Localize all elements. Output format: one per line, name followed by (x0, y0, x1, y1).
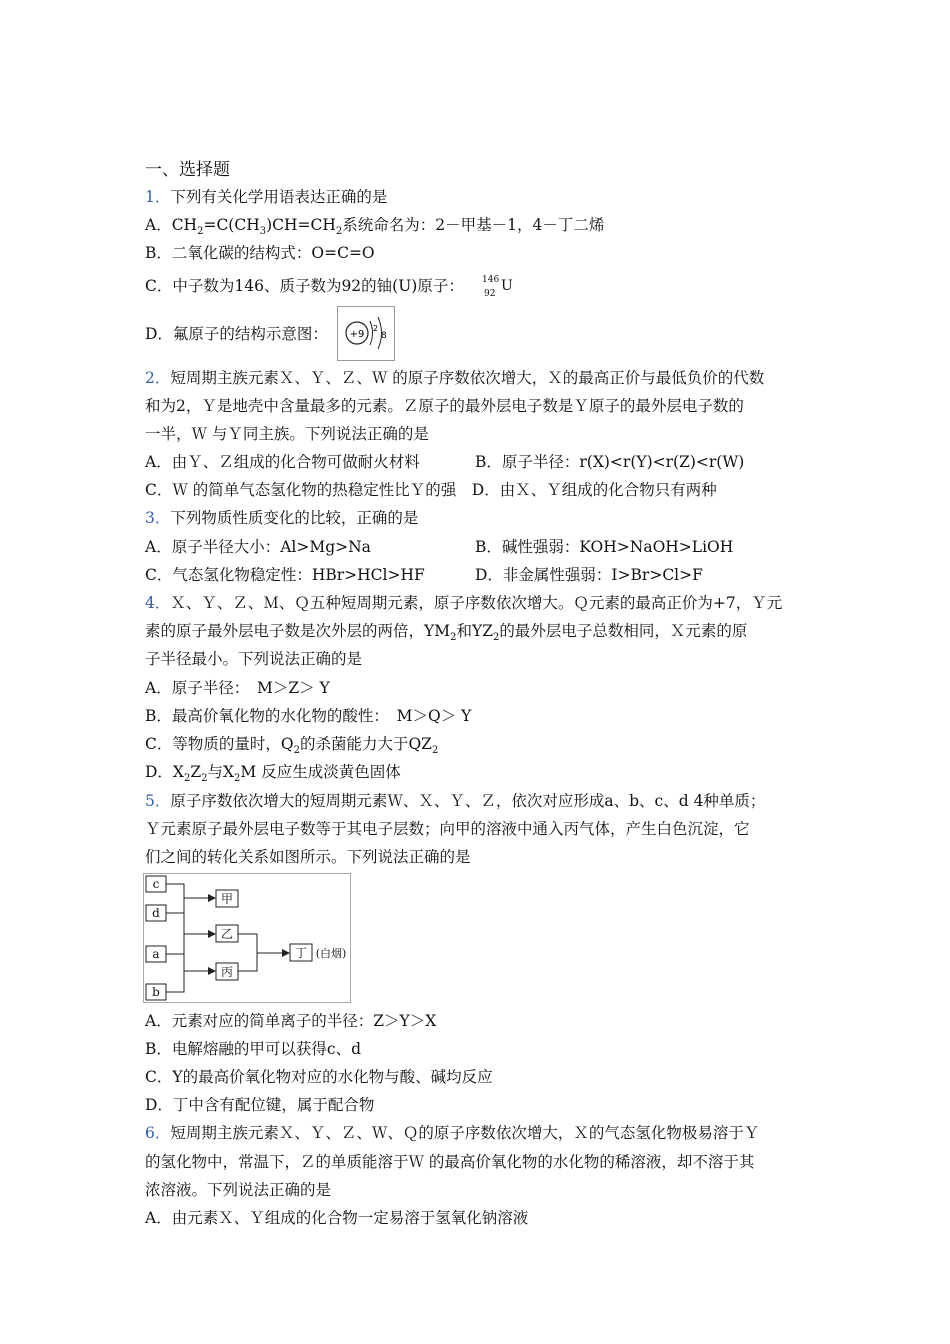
fluorine-atom-diagram (337, 306, 395, 361)
question-6-line-2: 的氢化物中，常温下，Ｚ的单质能溶于Ｗ 的最高价氧化物的水化物的稀溶液，却不溶于其 (145, 1153, 755, 1171)
question-6-line-3: 浓溶液。下列说法正确的是 (145, 1181, 332, 1199)
section-title: 一、选择题 (145, 160, 230, 180)
q3-option-b: B．碱性强弱：KOH>NaOH>LiOH (475, 538, 734, 556)
q3-option-d: D．非金属性强弱：I>Br>Cl>F (475, 566, 703, 584)
label-ding: 丁 (294, 946, 308, 960)
q6-option-a: A．由元素Ｘ、Ｙ组成的化合物一定易溶于氢氧化钠溶液 (145, 1209, 529, 1227)
q5-option-b: B．电解熔融的甲可以获得c、d (145, 1040, 361, 1058)
svg-text:2: 2 (373, 324, 379, 333)
q2-option-a: A．由Ｙ、Ｚ组成的化合物可做耐火材料 (145, 453, 420, 471)
q1-option-b: B．二氧化碳的结构式：O=C=O (145, 244, 375, 262)
q1-option-c: C．中子数为146、质子数为92的铀(U)原子： (145, 277, 464, 295)
question-3-stem: 3．下列物质性质变化的比较，正确的是 (145, 509, 419, 527)
q1-option-d: D．氟原子的结构示意图： (145, 325, 328, 343)
question-2-line-2: 和为2，Ｙ是地壳中含量最多的元素。Ｚ原子的最外层电子数是Ｙ原子的最外层电子数的 (145, 397, 744, 415)
question-5-line-1: 5．原子序数依次增大的短周期元素Ｗ、Ｘ、Ｙ、Ｚ，依次对应形成a、b、c、d 4种单质； (145, 792, 766, 810)
question-2-line-1: 2．短周期主族元素Ｘ、Ｙ、Ｚ、Ｗ 的原子序数依次增大，Ｘ的最高正价与最低负价的代数 (145, 369, 765, 387)
question-number: 1． (145, 188, 171, 206)
question-6-line-1: 6．短周期主族元素Ｘ、Ｙ、Ｚ、Ｗ、Ｑ的原子序数依次增大，Ｘ的气态氢化物极易溶于Ｙ (145, 1124, 760, 1142)
svg-text:+9: +9 (349, 329, 365, 340)
q4-option-c: C．等物质的量时，$Q_2$的杀菌能力大于$QZ_2$ (145, 735, 439, 756)
question-4-line-2: 素的原子最外层电子数是次外层的两倍，$YM_2$和$YZ_2$的最外层电子总数相同，Ｘ元素的原 (145, 622, 748, 643)
q5-option-d: D．丁中含有配位键，属于配合物 (145, 1096, 375, 1114)
question-2-line-3: 一半，Ｗ 与Ｙ同主族。下列说法正确的是 (145, 425, 429, 443)
q3-option-c: C．气态氢化物稳定性：HBr>HCl>HF (145, 566, 425, 584)
label-b: b (152, 985, 160, 999)
conversion-diagram (143, 873, 351, 1003)
q2-option-b: B．原子半径：r(X)<r(Y)<r(Z)<r(W) (475, 453, 745, 471)
q5-option-a: A．元素对应的简单离子的半径：Z＞Y＞X (145, 1012, 437, 1030)
question-4-line-3: 子半径最小。下列说法正确的是 (145, 650, 363, 668)
question-4-line-1: 4．Ｘ、Ｙ、Ｚ、Ｍ、Ｑ五种短周期元素，原子序数依次增大。Ｑ元素的最高正价为+7，Ｙ元 (145, 594, 783, 612)
q4-option-a: A．原子半径： M＞Z＞ Y (145, 679, 330, 697)
q4-option-d: D．$X_2Z_2$与$X_2M$ 反应生成淡黄色固体 (145, 763, 401, 784)
question-5-line-2: Ｙ元素原子最外层电子数等于其电子层数；向甲的溶液中通入丙气体，产生白色沉淀，它 (145, 820, 750, 838)
q2-option-cd: C．Ｗ 的简单气态氢化物的热稳定性比Ｙ的强 D．由Ｘ、Ｙ组成的化合物只有两种 (145, 481, 717, 499)
q3-option-a: A．原子半径大小：Al>Mg>Na (145, 538, 371, 556)
question-1-stem: 1．下列有关化学用语表达正确的是 (145, 188, 388, 206)
q4-option-b: B．最高价氧化物的水化物的酸性： M＞Q＞ Y (145, 707, 472, 725)
uranium-nuclide-symbol: 146 92 U (482, 275, 513, 299)
label-a: a (152, 947, 160, 961)
label-c: c (152, 877, 160, 891)
q5-option-c: C．Y的最高价氧化物对应的水化物与酸、碱均反应 (145, 1068, 493, 1086)
svg-text:8: 8 (381, 331, 387, 341)
label-white-smoke: (白烟) (315, 947, 347, 960)
q1-option-a: A．$CH_2=C(CH_3)CH=CH_2$系统命名为：2－甲基－1，4－丁二烯 (145, 216, 605, 237)
label-d: d (152, 906, 160, 920)
label-jia: 甲 (220, 892, 234, 906)
label-yi: 乙 (220, 927, 234, 941)
label-bing: 丙 (220, 965, 234, 979)
question-5-line-3: 们之间的转化关系如图所示。下列说法正确的是 (145, 848, 471, 866)
